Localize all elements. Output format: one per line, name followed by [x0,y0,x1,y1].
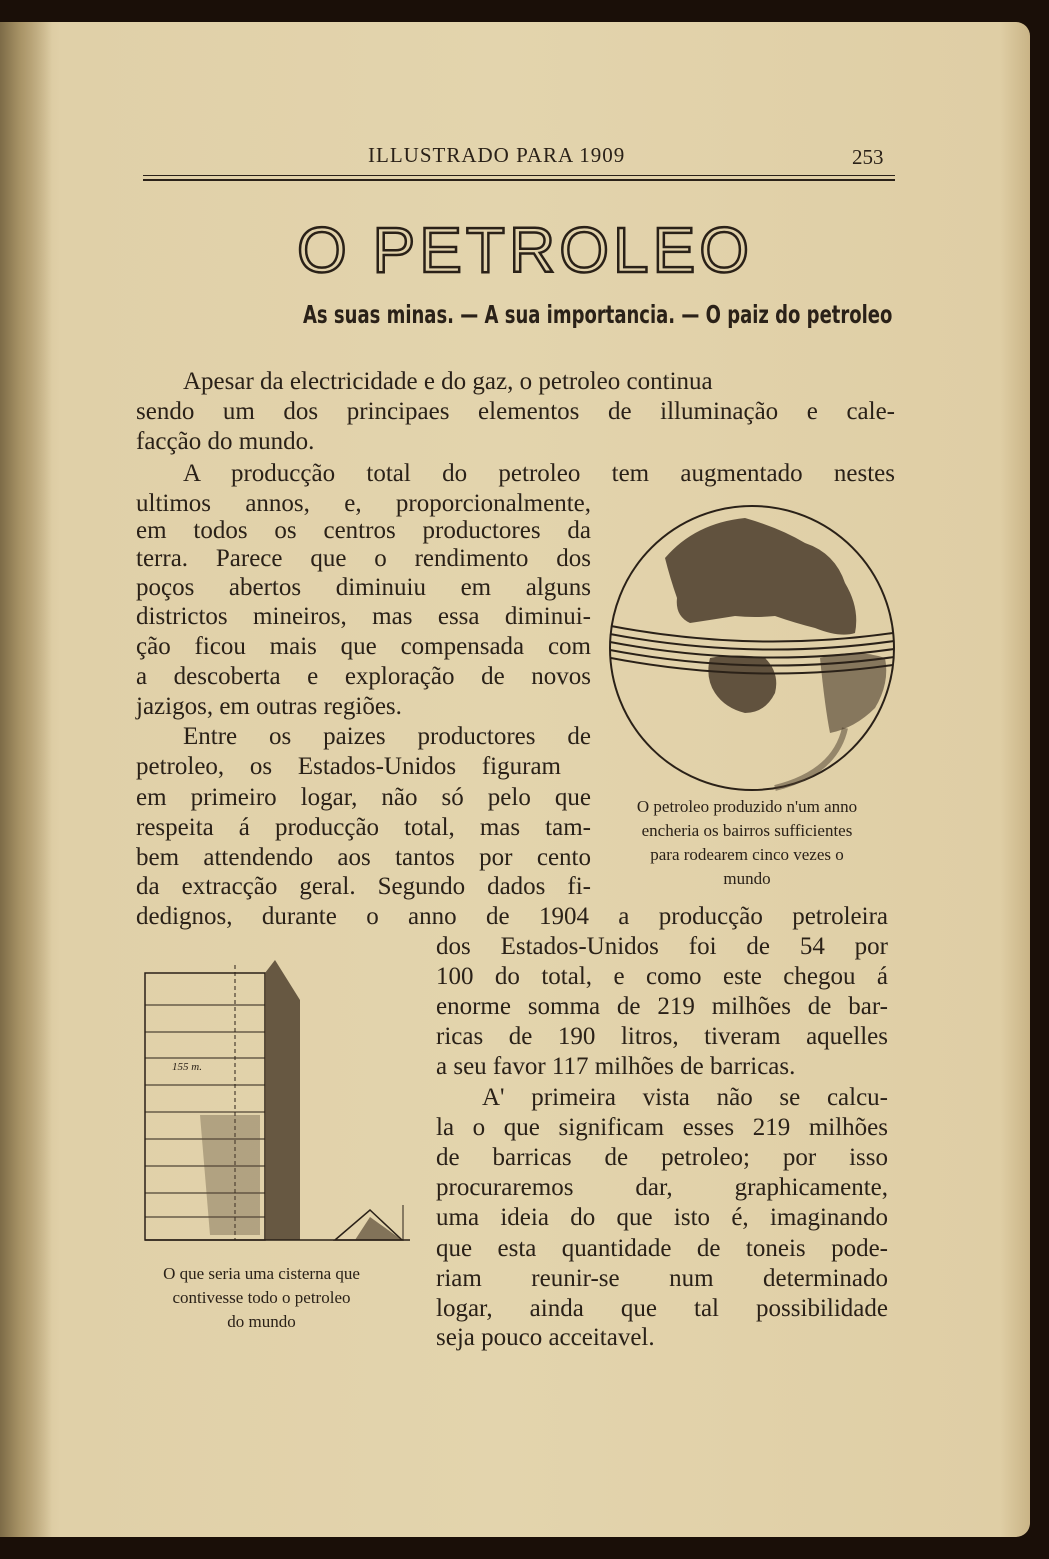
text-line: ultimos annos, e, proporcionalmente, [136,490,591,517]
text-line: petroleo, os Estados-Unidos figuram [136,753,561,780]
text-line: da extracção geral. Segundo dados fi- [136,873,591,900]
text-line: de barricas de petroleo; por isso [436,1144,888,1171]
text-line: em todos os centros productores da [136,517,591,544]
text-line: dos Estados-Unidos foi de 54 por [436,933,888,960]
text-line: dedignos, durante o anno de 1904 a producção petroleira [136,903,888,930]
cistern-illustration [140,955,415,1255]
header-rule-thick [143,179,895,181]
text-line: respeita á producção total, mas tam- [136,814,591,841]
text-line: 100 do total, e como este chegou á [436,963,888,990]
text-line: logar, ainda que tal possibilidade [436,1295,888,1322]
text-line: poços abertos diminuiu em alguns [136,574,591,601]
book-spine-shadow [0,22,52,1537]
page-number: 253 [852,145,884,169]
text-line: a seu favor 117 milhões de barricas. [436,1053,796,1080]
text-line: facção do mundo. [136,428,315,455]
cistern-caption [118,1262,405,1334]
article-subtitle: As suas minas. — A sua importancia. — O paiz do petroleo [303,300,893,329]
text-line: ricas de 190 litros, tiveram aquelles [436,1023,888,1050]
text-line: em primeiro logar, não só pelo que [136,784,591,811]
caption-line: para rodearem cinco vezes o [650,845,844,864]
cistern-height-label: 155 m. [172,1061,202,1073]
text-line: districtos mineiros, mas essa diminui- [136,603,591,630]
caption-line: encheria os bairros sufficientes [641,821,853,840]
text-line: Entre os paizes productores de [183,723,591,750]
running-header: ILLUSTRADO PARA 1909 [368,143,626,167]
text-line: Apesar da electricidade e do gaz, o petroleo continua [183,368,713,395]
caption-line: O que seria uma cisterna que [163,1264,360,1283]
caption-line: contivesse todo o petroleo [172,1288,351,1307]
text-line: riam reunir-se num determinado [436,1265,888,1292]
text-line: sendo um dos principaes elementos de illuminação e cale- [136,398,895,425]
text-line: jazigos, em outras regiões. [136,693,402,720]
text-line: la o que significam esses 219 milhões [436,1114,888,1141]
caption-line: mundo [723,869,771,888]
text-line: A' primeira vista não se calcu- [482,1084,888,1111]
text-line: bem attendendo aos tantos por cento [136,844,591,871]
text-line: uma ideia do que isto é, imaginando [436,1204,888,1231]
caption-line: O petroleo produzido n'um anno [636,797,858,816]
globe-caption [594,795,900,891]
text-line: ção ficou mais que compensada com [136,633,591,660]
text-line: seja pouco acceitavel. [436,1324,655,1351]
caption-line: do mundo [227,1312,296,1331]
header-rule [143,175,895,176]
text-line: procuraremos dar, graphicamente, [436,1174,888,1201]
article-title: O PETROLEO [296,214,754,286]
text-line: enorme somma de 219 milhões de bar- [436,993,888,1020]
text-line: A producção total do petroleo tem augmentado nestes [183,460,895,487]
text-line: terra. Parece que o rendimento dos [136,545,591,572]
globe-illustration [605,498,900,798]
text-line: a descoberta e exploração de novos [136,663,591,690]
text-line: que esta quantidade de toneis pode- [436,1235,888,1262]
